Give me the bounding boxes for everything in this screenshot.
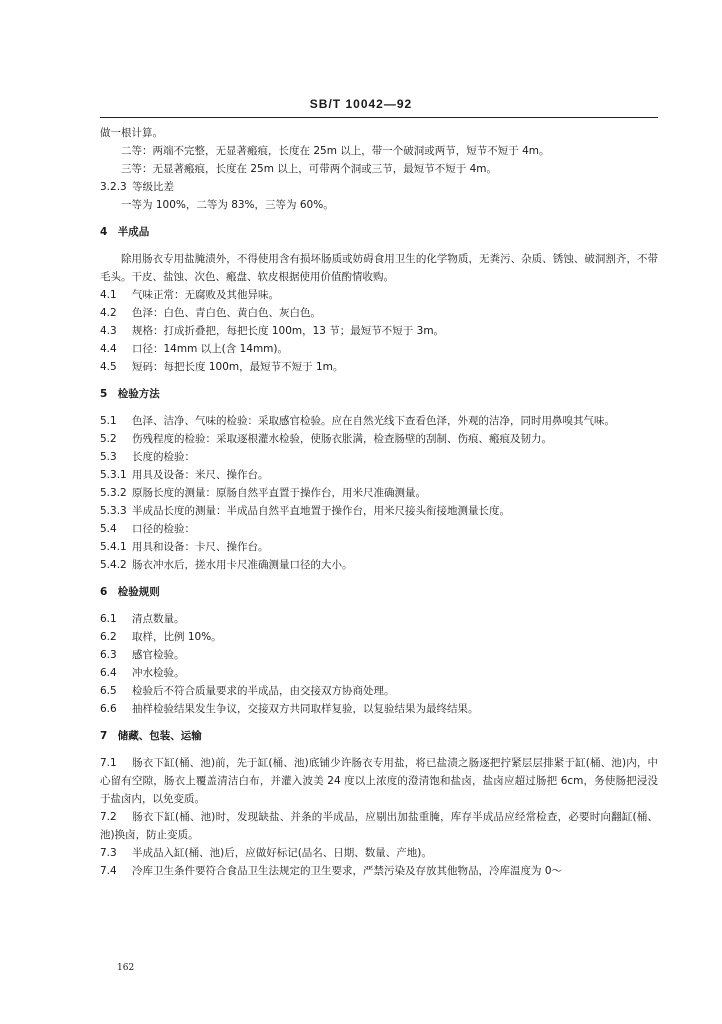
clause-text: 气味正常：无腐败及其他异味。 [132,289,279,301]
clause-item [100,682,658,700]
clause-number: 4.2 [100,307,117,319]
clause-text: 半成品入缸(桶、池)后，应做好标记(品名、日期、数量、产地)。 [132,847,432,859]
section-heading: 7 储藏、包装、运输 [100,730,202,742]
clause-number: 6.3 [100,649,117,661]
clause-number: 7.2 [100,811,117,823]
clause-text: 检验后不符合质量要求的半成品，由交接双方协商处理。 [132,685,395,697]
clause-text: 取样，比例 10%。 [132,631,222,643]
clause-item [100,484,658,502]
clause-text: 用具和设备：卡尺、操作台。 [132,541,269,553]
paragraph: 二等：两端不完整，无显著瘢痕，长度在 25m 以上，带一个破洞或两节，短节不短于 4m。 [121,145,550,157]
page-header: SB/T 10042—92 [309,97,413,111]
section-heading: 6 检验规则 [100,586,160,598]
clause-item [100,502,658,520]
clause-item [100,700,658,718]
clause-item [100,520,658,538]
document-body [100,124,658,880]
page-number: 162 [117,963,135,973]
clause-text: 色泽：白色、青白色、黄白色、灰白色。 [132,307,321,319]
paragraph: 一等为 100%，二等为 83%，三等为 60%。 [121,199,334,211]
paragraph: 除用肠衣专用盐腌渍外，不得使用含有损坏肠质或妨碍食用卫生的化学物质，无粪污、杂质、锈蚀、破洞割齐，不带毛头。干皮、盐蚀、次色、瘢盘、软皮根据使用价值酌情收购。 [100,253,658,283]
clause-number: 6.2 [100,631,117,643]
clause-number: 5.3 [100,451,117,463]
clause-text: 长度的检验： [132,451,195,463]
clause-text: 清点数量。 [132,613,185,625]
clause-text: 短码：每把长度 100m，最短节不短于 1m。 [132,361,344,373]
clause-text: 口径：14mm 以上(含 14mm)。 [132,343,289,355]
clause-item [100,538,658,556]
clause-number: 5.3.1 [100,469,127,481]
clause-item [100,286,658,304]
clause-item [100,862,658,880]
clause-number: 4.1 [100,289,117,301]
clause-item [100,466,658,484]
clause-text: 色泽、洁净、气味的检验：采取感官检验。应在自然光线下查看色泽，外观的洁净，同时用鼻嗅其气味。 [132,415,615,427]
clause-item [100,358,658,376]
clause-item [100,808,658,844]
clause-number: 3.2.3 [100,181,127,193]
clause-item [100,412,658,430]
paragraph: 做一根计算。 [100,127,163,139]
clause-text: 肠衣下缸(桶、池)时，发现缺盐、并条的半成品，应剔出加盐重腌，库存半成品应经常检查，必要时向翻缸(桶、池)换卤，防止变质。 [100,811,658,841]
clause-number: 5.4.1 [100,541,127,553]
clause-number: 5.2 [100,433,117,445]
clause-text: 抽样检验结果发生争议，交接双方共同取样复验，以复验结果为最终结果。 [132,703,479,715]
clause-number: 6.1 [100,613,117,625]
clause-number: 5.3.2 [100,487,127,499]
clause-item [100,322,658,340]
clause-item [100,664,658,682]
clause-item [100,448,658,466]
clause-item [100,646,658,664]
clause-text: 感官检验。 [132,649,185,661]
section-heading: 5 检验方法 [100,388,160,400]
clause-number: 4.5 [100,361,117,373]
clause-number: 7.3 [100,847,117,859]
clause-text: 肠衣下缸(桶、池)前，先于缸(桶、池)底铺少许肠衣专用盐，将已盐渍之肠逐把拧紧层层排紧于缸(桶、池)内，中心留有空隙，肠衣上覆盖清洁白布，并灌入波美 24 度以上浓度的澄清饱和盐卤，盐卤应超过肠把 6cm，务使肠把浸没于盐卤内，以免变质。 [100,757,658,805]
clause-item [100,178,658,196]
section-heading: 4 半成品 [100,226,150,238]
clause-number: 7.1 [100,757,117,769]
clause-text: 半成品长度的测量：半成品自然平直地置于操作台，用米尺接头衔接地测量长度。 [132,505,510,517]
header-rule [100,117,658,118]
clause-item [100,556,658,574]
clause-item [100,844,658,862]
clause-item [100,754,658,808]
clause-text: 规格：打成折叠把，每把长度 100m，13 节；最短节不短于 3m。 [132,325,445,337]
clause-number: 6.6 [100,703,117,715]
clause-text: 伤残程度的检验：采取逐根灌水检验，使肠衣胀满，检查肠壁的刮制、伤痕、瘢痕及韧力。 [132,433,552,445]
clause-number: 4.3 [100,325,117,337]
clause-text: 肠衣冲水后，搓水用卡尺准确测量口径的大小。 [132,559,353,571]
clause-number: 6.4 [100,667,117,679]
clause-number: 4.4 [100,343,117,355]
clause-text: 口径的检验： [132,523,195,535]
clause-number: 5.1 [100,415,117,427]
clause-item [100,610,658,628]
clause-number: 6.5 [100,685,117,697]
clause-number: 7.4 [100,865,117,877]
clause-text: 冷库卫生条件要符合食品卫生法规定的卫生要求，严禁污染及存放其他物品，冷库温度为 0～ [132,865,563,877]
clause-text: 冲水检验。 [132,667,185,679]
clause-number: 5.4 [100,523,117,535]
clause-text: 等级比差 [132,181,174,193]
clause-item [100,340,658,358]
clause-text: 原肠长度的测量：原肠自然平直置于操作台，用米尺准确测量。 [132,487,426,499]
clause-text: 用具及设备：米尺、操作台。 [132,469,269,481]
clause-number: 5.3.3 [100,505,127,517]
clause-item [100,430,658,448]
clause-item [100,304,658,322]
clause-number: 5.4.2 [100,559,127,571]
clause-item [100,628,658,646]
paragraph: 三等：无显著瘢痕，长度在 25m 以上，可带两个洞或三节，最短节不短于 4m。 [121,163,498,175]
